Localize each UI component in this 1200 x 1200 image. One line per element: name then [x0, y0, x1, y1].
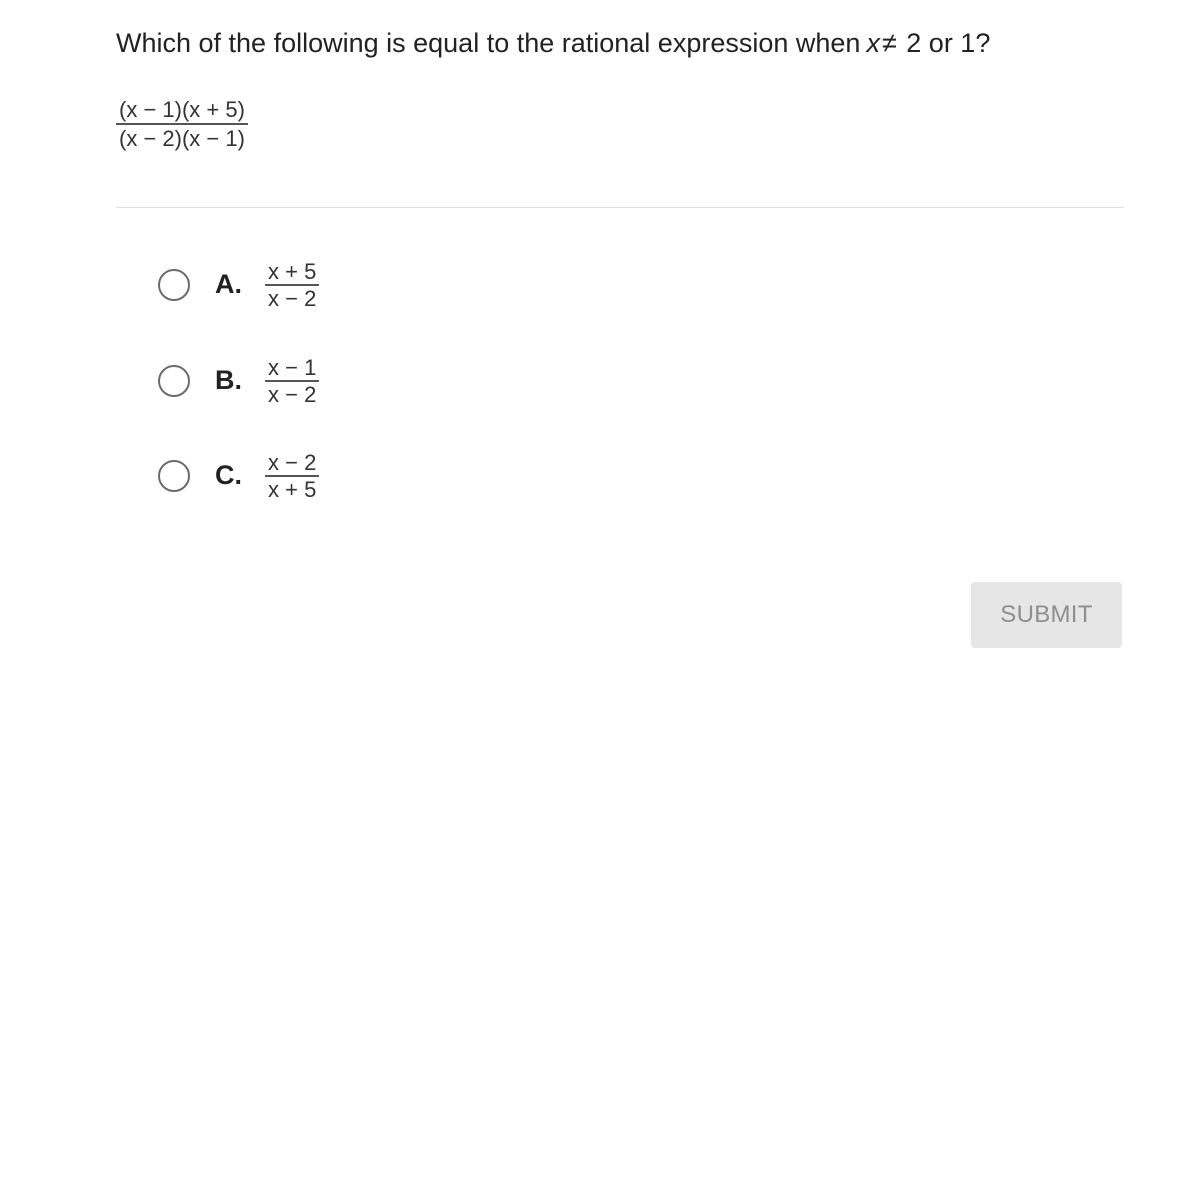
question-variable: x	[866, 28, 880, 58]
expression-numerator: (x − 1)(x + 5)	[119, 97, 245, 122]
submit-button[interactable]: SUBMIT	[971, 582, 1122, 648]
choice-denominator-a: x − 2	[268, 285, 317, 311]
choice-fraction-a	[265, 259, 319, 311]
choice-numerator-b: x − 1	[268, 355, 317, 380]
expression-denominator: (x − 2)(x − 1)	[119, 125, 245, 151]
radio-button-c[interactable]	[158, 460, 190, 492]
choice-fraction-b	[265, 355, 319, 407]
choice-b[interactable]	[158, 355, 319, 407]
radio-button-a[interactable]	[158, 269, 190, 301]
choice-c[interactable]	[158, 450, 319, 502]
radio-button-b[interactable]	[158, 365, 190, 397]
choice-letter-b: B.	[215, 365, 242, 396]
not-equal-symbol: ≠	[881, 28, 897, 58]
question-suffix: 2 or 1?	[906, 28, 991, 58]
question-prefix: Which of the following is equal to the rational expression when	[116, 28, 861, 58]
divider	[116, 207, 1124, 208]
question-text	[116, 26, 990, 60]
rational-expression	[116, 96, 248, 152]
choice-a[interactable]	[158, 259, 319, 311]
choice-numerator-c: x − 2	[268, 450, 317, 475]
choice-numerator-a: x + 5	[268, 259, 317, 284]
choice-letter-a: A.	[215, 269, 242, 300]
choice-denominator-c: x + 5	[268, 476, 317, 502]
choice-denominator-b: x − 2	[268, 381, 317, 407]
choice-fraction-c	[265, 450, 319, 502]
choice-letter-c: C.	[215, 460, 242, 491]
